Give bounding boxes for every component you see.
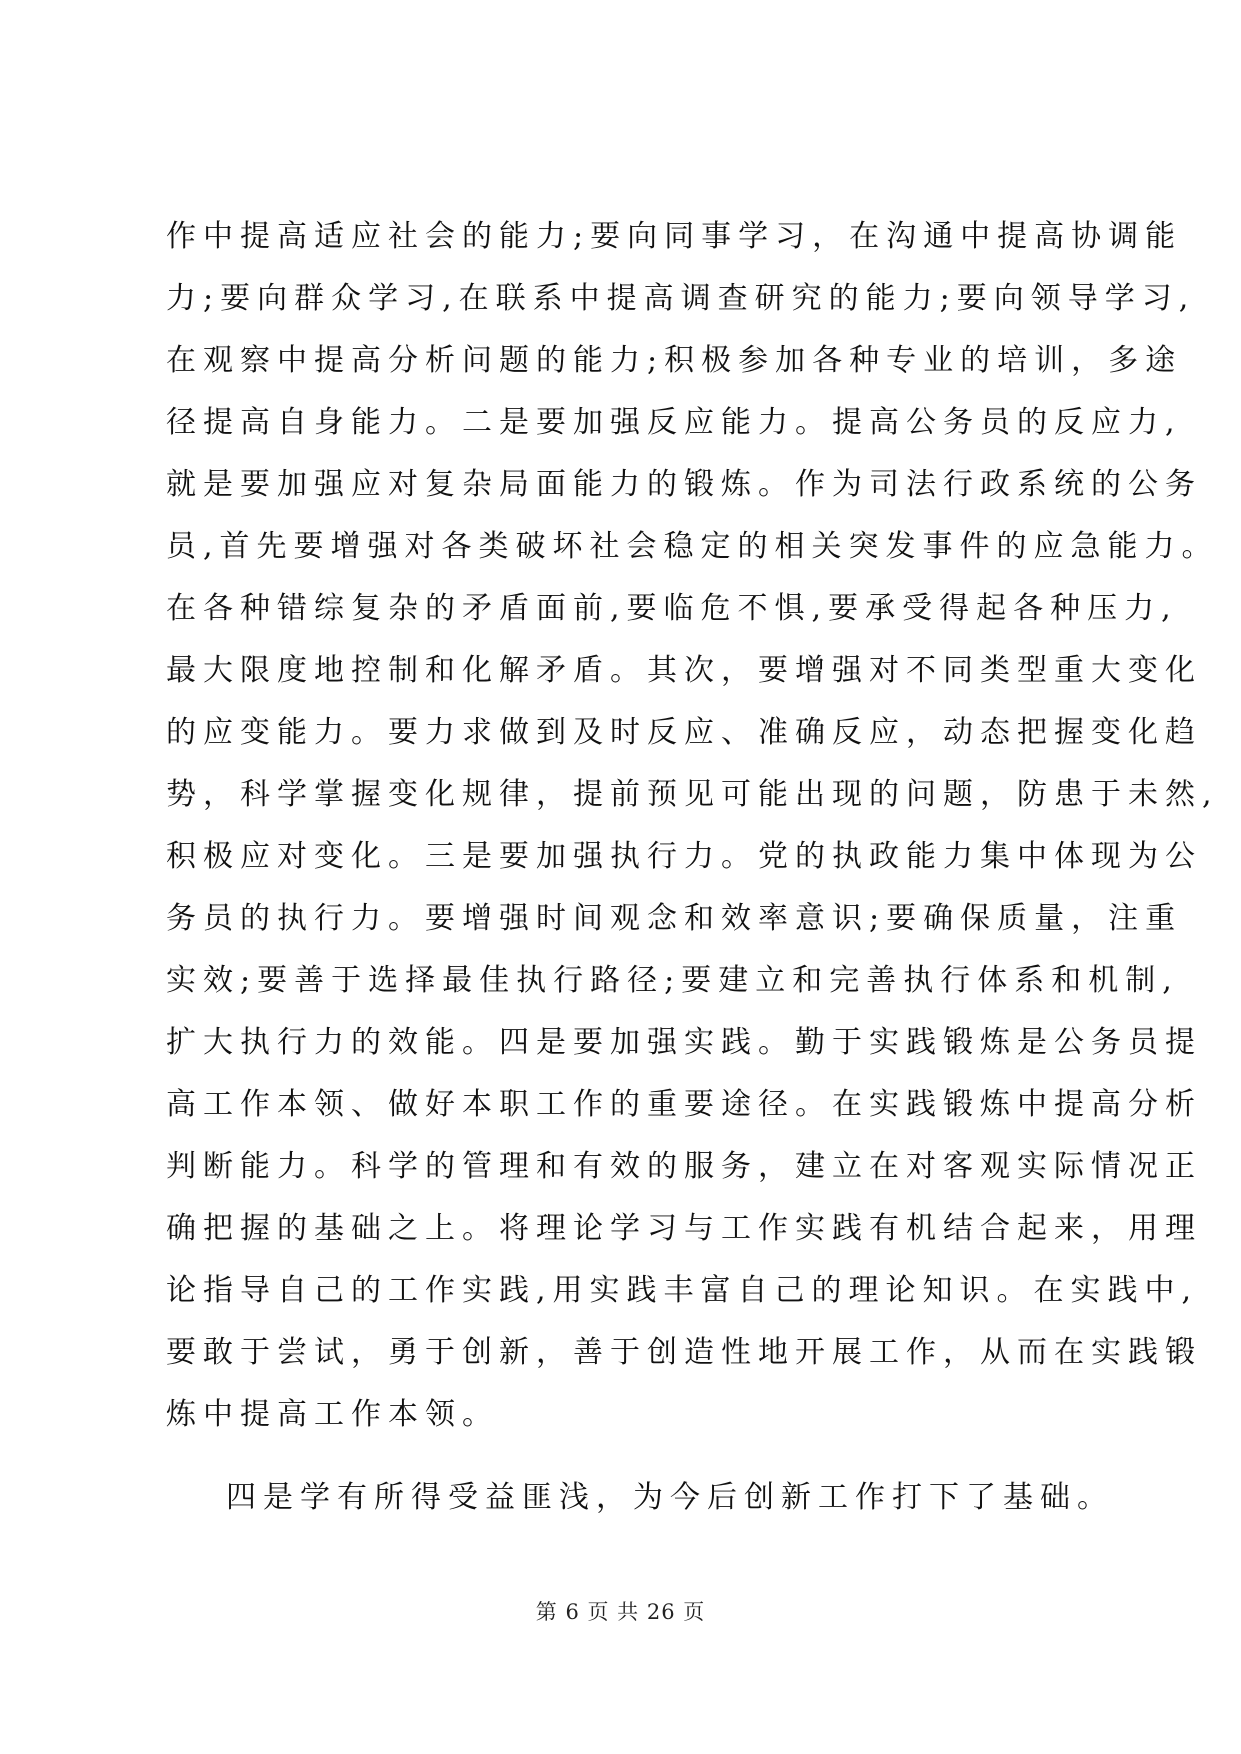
text-line: 论指导自己的工作实践,用实践丰富自己的理论知识。在实践中, bbox=[166, 1273, 1199, 1308]
text-line: 要敢于尝试，勇于创新，善于创造性地开展工作，从而在实践锻 bbox=[166, 1335, 1202, 1370]
text-line: 在观察中提高分析问题的能力;积极参加各种专业的培训，多途 bbox=[166, 343, 1183, 378]
text-line: 在各种错综复杂的矛盾面前,要临危不惧,要承受得起各种压力, bbox=[166, 591, 1178, 626]
text-line: 实效;要善于选择最佳执行路径;要建立和完善执行体系和机制, bbox=[166, 963, 1179, 998]
text-line: 就是要加强应对复杂局面能力的锻炼。作为司法行政系统的公务 bbox=[166, 467, 1202, 502]
text-line: 判断能力。科学的管理和有效的服务，建立在对客观实际情况正 bbox=[166, 1149, 1202, 1184]
page-footer: 第 6 页 共 26 页 bbox=[535, 1600, 706, 1624]
text-line: 务员的执行力。要增强时间观念和效率意识;要确保质量，注重 bbox=[166, 901, 1183, 936]
text-line: 势，科学掌握变化规律，提前预见可能出现的问题，防患于未然, bbox=[166, 777, 1219, 812]
paragraph-2: 四是学有所得受益匪浅，为今后创新工作打下了基础。 bbox=[226, 1480, 1114, 1515]
text-line: 的应变能力。要力求做到及时反应、准确反应，动态把握变化趋 bbox=[166, 715, 1202, 750]
text-line: 扩大执行力的效能。四是要加强实践。勤于实践锻炼是公务员提 bbox=[166, 1025, 1202, 1060]
text-line: 炼中提高工作本领。 bbox=[166, 1397, 499, 1432]
text-line: 员,首先要增强对各类破坏社会稳定的相关突发事件的应急能力。 bbox=[166, 529, 1219, 564]
text-line: 力;要向群众学习,在联系中提高调查研究的能力;要向领导学习, bbox=[166, 281, 1196, 316]
text-line: 径提高自身能力。二是要加强反应能力。提高公务员的反应力, bbox=[166, 405, 1182, 440]
text-line: 确把握的基础之上。将理论学习与工作实践有机结合起来，用理 bbox=[166, 1211, 1202, 1246]
text-line: 高工作本领、做好本职工作的重要途径。在实践锻炼中提高分析 bbox=[166, 1087, 1202, 1122]
text-line: 作中提高适应社会的能力;要向同事学习，在沟通中提高协调能 bbox=[166, 219, 1183, 254]
text-line: 积极应对变化。三是要加强执行力。党的执政能力集中体现为公 bbox=[166, 839, 1202, 874]
paragraph-1 bbox=[166, 206, 1219, 1446]
text-line: 最大限度地控制和化解矛盾。其次，要增强对不同类型重大变化 bbox=[166, 653, 1202, 688]
